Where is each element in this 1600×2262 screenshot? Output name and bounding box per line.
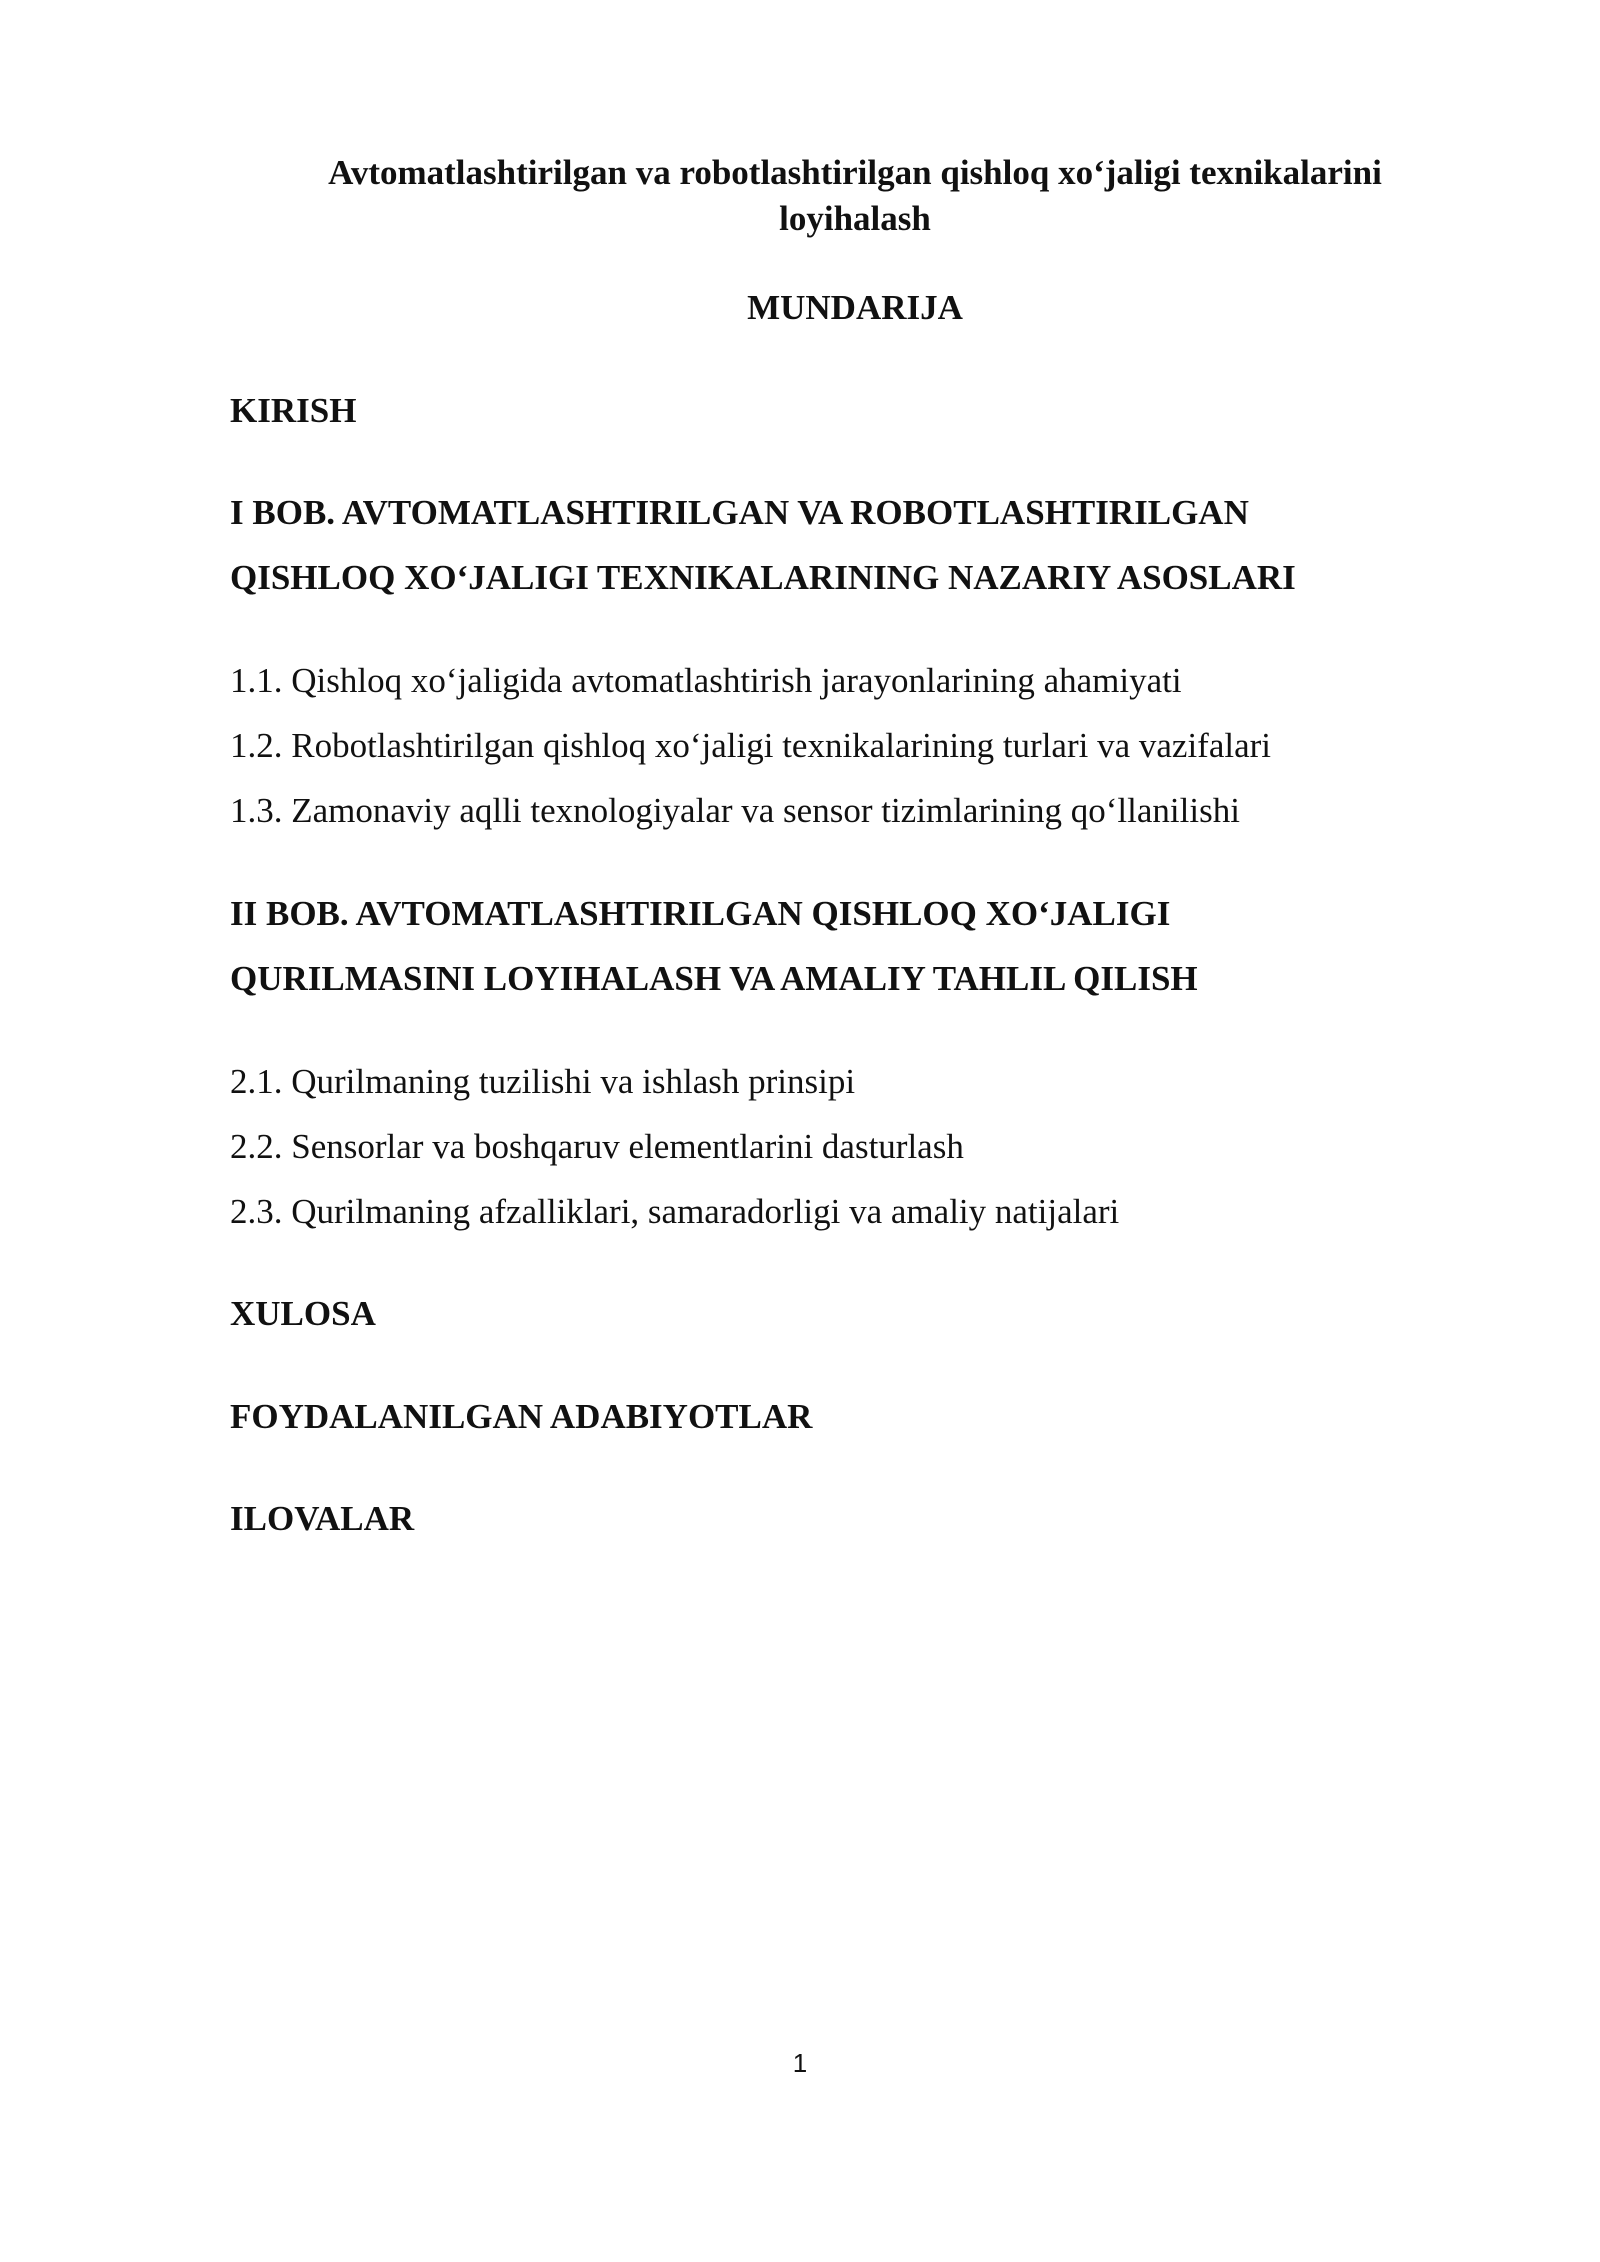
toc-section-2-2: 2.2. Sensorlar va boshqaruv elementlarini dasturlash <box>230 1127 964 1166</box>
toc-chapter2-title-line1: II BOB. AVTOMATLASHTIRILGAN QISHLOQ XO‘JALIGI <box>230 894 1171 933</box>
toc-chapter2-title-line2: QURILMASINI LOYIHALASH VA AMALIY TAHLIL QILISH <box>230 959 1198 998</box>
toc-heading: MUNDARIJA <box>747 288 963 327</box>
toc-section-2-3: 2.3. Qurilmaning afzalliklari, samaradorligi va amaliy natijalari <box>230 1192 1120 1231</box>
toc-section-1-2: 1.2. Robotlashtirilgan qishloq xo‘jaligi texnikalarining turlari va vazifalari <box>230 726 1271 765</box>
document-title: Avtomatlashtirilgan va robotlashtirilgan qishloq xo‘jaligi texnikalarini loyihalash <box>328 153 1382 238</box>
toc-chapter1-title-line2: QISHLOQ XO‘JALIGI TEXNIKALARINING NAZARIY ASOSLARI <box>230 558 1296 597</box>
toc-entry-appendices: ILOVALAR <box>230 1499 415 1538</box>
toc-section-1-1: 1.1. Qishloq xo‘jaligida avtomatlashtirish jarayonlarining ahamiyati <box>230 661 1182 700</box>
toc-chapter1-title-line1: I BOB. AVTOMATLASHTIRILGAN VA ROBOTLASHTIRILGAN <box>230 493 1249 532</box>
toc-entry-conclusion: XULOSA <box>230 1294 376 1333</box>
toc-section-1-3: 1.3. Zamonaviy aqlli texnologiyalar va sensor tizimlarining qo‘llanilishi <box>230 791 1240 830</box>
toc-entry-intro: KIRISH <box>230 391 357 430</box>
page-number: 1 <box>792 2048 808 2078</box>
toc-section-2-1: 2.1. Qurilmaning tuzilishi va ishlash prinsipi <box>230 1062 856 1101</box>
toc-entry-references: FOYDALANILGAN ADABIYOTLAR <box>230 1397 813 1436</box>
